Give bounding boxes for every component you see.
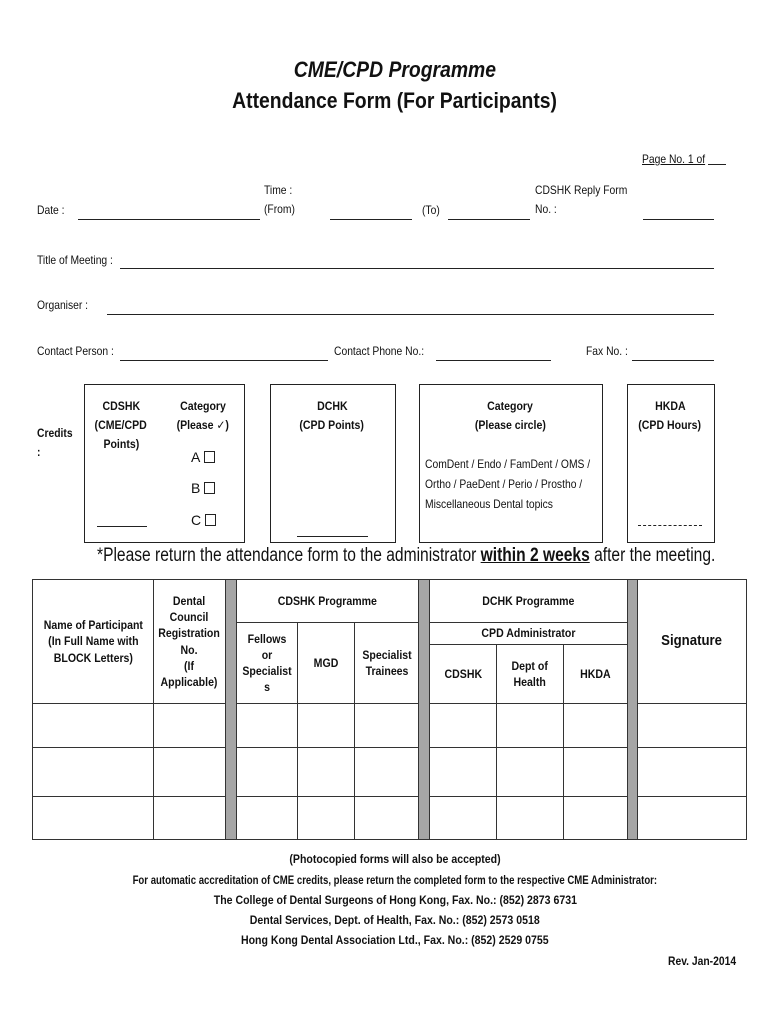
footer-doh-fax: Dental Services, Dept. of Health, Fax. No.: (852) 2573 0518: [250, 913, 540, 927]
dept-health-header: Dept of Health: [497, 645, 564, 704]
return-deadline: within 2 weeks: [480, 545, 590, 566]
hkda-cell[interactable]: [564, 748, 628, 797]
mgd-cell[interactable]: [298, 704, 355, 748]
separator-column: [628, 580, 638, 840]
trainees-cell[interactable]: [355, 748, 419, 797]
name-cell[interactable]: [33, 797, 154, 840]
time-to-label: (To): [422, 203, 440, 217]
specialist-trainees-header: Specialist Trainees: [355, 623, 419, 704]
dchk-points-field[interactable]: [297, 536, 368, 537]
category-circle-option-line3[interactable]: Miscellaneous Dental topics: [425, 497, 553, 511]
mgd-header: MGD: [298, 623, 355, 704]
form-title-line2: Attendance Form (For Participants): [232, 88, 558, 113]
table-row: [33, 748, 747, 797]
fellows-cell[interactable]: [237, 748, 298, 797]
fellows-cell[interactable]: [237, 797, 298, 840]
footer-hkda-fax: Hong Kong Dental Association Ltd., Fax. No.: (852) 2529 0755: [241, 933, 549, 947]
category-circle-header: Category (Please circle): [474, 399, 546, 432]
form-title-line1: CME/CPD Programme: [293, 57, 497, 82]
reply-form-label: CDSHK Reply Form: [535, 183, 628, 197]
title-of-meeting-field[interactable]: [120, 268, 714, 269]
dept-health-cell[interactable]: [497, 797, 564, 840]
separator-column: [226, 580, 237, 840]
table-row: [33, 704, 747, 748]
time-from-label: (From): [264, 202, 295, 216]
trainees-cell[interactable]: [355, 797, 419, 840]
category-option-c[interactable]: C: [191, 512, 216, 528]
signature-cell[interactable]: [638, 704, 747, 748]
council-cell[interactable]: [154, 704, 226, 748]
organiser-label: Organiser :: [37, 298, 89, 312]
name-cell[interactable]: [33, 704, 154, 748]
revision-label: Rev. Jan-2014: [668, 954, 737, 968]
council-cell[interactable]: [154, 748, 226, 797]
checkbox-icon[interactable]: [204, 482, 215, 494]
cdshk-cell[interactable]: [430, 748, 497, 797]
date-field[interactable]: [78, 219, 260, 220]
credits-label: Credits: [37, 426, 73, 440]
fax-field[interactable]: [632, 360, 714, 361]
hkda-hours-field[interactable]: [638, 525, 702, 526]
mgd-cell[interactable]: [298, 748, 355, 797]
table-row: [33, 797, 747, 840]
return-notice: *Please return the attendance form to the administrator within 2 weeks after the meeting.: [97, 545, 716, 566]
signature-cell[interactable]: [638, 797, 747, 840]
page-total-line[interactable]: [708, 164, 726, 165]
cdshk-admin-header: CDSHK: [430, 645, 497, 704]
cdshk-cell[interactable]: [430, 797, 497, 840]
cdshk-programme-header: CDSHK Programme: [237, 580, 419, 623]
organiser-field[interactable]: [107, 314, 714, 315]
dchk-programme-header: DCHK Programme: [430, 580, 628, 623]
cdshk-credits-header: CDSHK (CME/CPD Points): [94, 399, 148, 451]
reply-form-no-field[interactable]: [643, 219, 714, 220]
trainees-cell[interactable]: [355, 704, 419, 748]
title-of-meeting-label: Title of Meeting :: [37, 253, 113, 267]
hkda-admin-header: HKDA: [564, 645, 628, 704]
dept-health-cell[interactable]: [497, 704, 564, 748]
checkbox-icon[interactable]: [204, 451, 215, 463]
name-cell[interactable]: [33, 748, 154, 797]
hkda-credits-header: HKDA (CPD Hours): [638, 399, 702, 432]
signature-header: Signature: [638, 580, 747, 704]
time-label: Time :: [264, 183, 293, 197]
attendance-table: [32, 579, 747, 840]
signature-cell[interactable]: [638, 748, 747, 797]
checkbox-icon[interactable]: [205, 514, 216, 526]
hkda-cell[interactable]: [564, 704, 628, 748]
cdshk-cell[interactable]: [430, 704, 497, 748]
footer-cdshk-fax: The College of Dental Surgeons of Hong Kong, Fax. No.: (852) 2873 6731: [213, 893, 577, 907]
fellows-cell[interactable]: [237, 704, 298, 748]
page-number: Page No. 1 of: [642, 152, 706, 166]
reply-form-no-label: No. :: [535, 202, 557, 216]
contact-phone-label: Contact Phone No.:: [334, 344, 425, 358]
cdshk-category-header: Category (Please ✓): [176, 399, 230, 432]
category-circle-option-line1[interactable]: ComDent / Endo / FamDent / OMS /: [425, 457, 591, 471]
council-cell[interactable]: [154, 797, 226, 840]
name-column-header: Name of Participant (In Full Name with BLOCK Letters): [33, 580, 154, 704]
time-to-field[interactable]: [448, 219, 530, 220]
cpd-administrator-header: CPD Administrator: [430, 623, 628, 645]
time-from-field[interactable]: [330, 219, 412, 220]
credits-colon: :: [37, 445, 41, 459]
contact-phone-field[interactable]: [436, 360, 551, 361]
category-circle-option-line2[interactable]: Ortho / PaeDent / Perio / Prostho /: [425, 477, 583, 491]
fax-label: Fax No. :: [586, 344, 628, 358]
date-label: Date :: [37, 203, 65, 217]
category-option-b[interactable]: B: [191, 480, 215, 496]
cdshk-points-field[interactable]: [97, 526, 147, 527]
footer-photocopy-note: (Photocopied forms will also be accepted): [289, 852, 501, 866]
fellows-header: Fellows or Specialist s: [237, 623, 298, 704]
separator-column: [419, 580, 430, 840]
dchk-credits-header: DCHK (CPD Points): [299, 399, 365, 432]
contact-person-label: Contact Person :: [37, 344, 114, 358]
council-registration-header: Dental Council Registration No. (If Applicable): [154, 580, 226, 704]
dept-health-cell[interactable]: [497, 748, 564, 797]
contact-person-field[interactable]: [120, 360, 328, 361]
footer-accreditation-note: For automatic accreditation of CME credits, please return the completed form to the respective CME Administrator:: [132, 873, 658, 887]
category-option-a[interactable]: A: [191, 449, 215, 465]
mgd-cell[interactable]: [298, 797, 355, 840]
hkda-cell[interactable]: [564, 797, 628, 840]
